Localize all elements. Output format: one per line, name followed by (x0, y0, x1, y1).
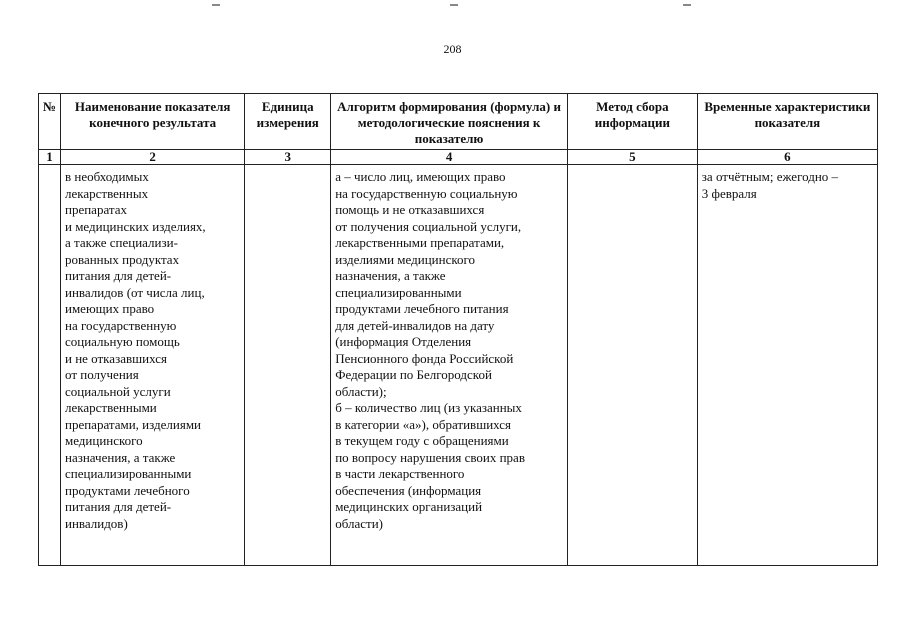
table-header-row (39, 94, 878, 150)
cell-indicator-name: в необходимых лекарственных препаратах и медицинских изделиях, а также специализи- рованных продуктах питания для детей- инвалидов (от числа лиц, имеющих право на государственную социальную помощь и не отказавшихся от получения социальной услуги лекарственными препаратами, изделиями медицинского назначения, а также специализированными продуктами лечебного питания для детей- инвалидов) (60, 165, 244, 566)
cell-method (567, 165, 697, 566)
cell-timing: за отчётным; ежегодно – 3 февраля (697, 165, 877, 566)
header-number: № (39, 94, 61, 150)
cell-algorithm: а – число лиц, имеющих право на государственную социальную помощь и не отказавшихся от получения социальной услуги, лекарственными препаратами, изделиями медицинского назначения, а также специализированными продуктами лечебного питания для детей-инвалидов на дату (информация Отделения Пенсионного фонда Российской Федерации по Белгородской области); б – количество лиц (из указанных в категории «а»), обратившихся в текущем году с обращениями по вопросу нарушения своих прав в части лекарственного обеспечения (информация медицинских организаций области) (331, 165, 568, 566)
cell-unit (245, 165, 331, 566)
column-number-row (39, 150, 878, 165)
header-timing: Временные характеристики показателя (697, 94, 877, 150)
column-number: 3 (245, 150, 331, 165)
header-unit: Единица измерения (245, 94, 331, 150)
column-number: 1 (39, 150, 61, 165)
table-row (39, 165, 878, 566)
header-algorithm: Алгоритм формирования (формула) и методологические пояснения к показателю (331, 94, 568, 150)
scan-artifacts (0, 4, 905, 10)
column-number: 5 (567, 150, 697, 165)
header-indicator-name: Наименование показателя конечного результата (60, 94, 244, 150)
column-number: 4 (331, 150, 568, 165)
page-number: 208 (443, 42, 462, 56)
header-method: Метод сбора информации (567, 94, 697, 150)
column-number: 6 (697, 150, 877, 165)
cell-number (39, 165, 61, 566)
column-number: 2 (60, 150, 244, 165)
indicator-table (38, 93, 878, 566)
